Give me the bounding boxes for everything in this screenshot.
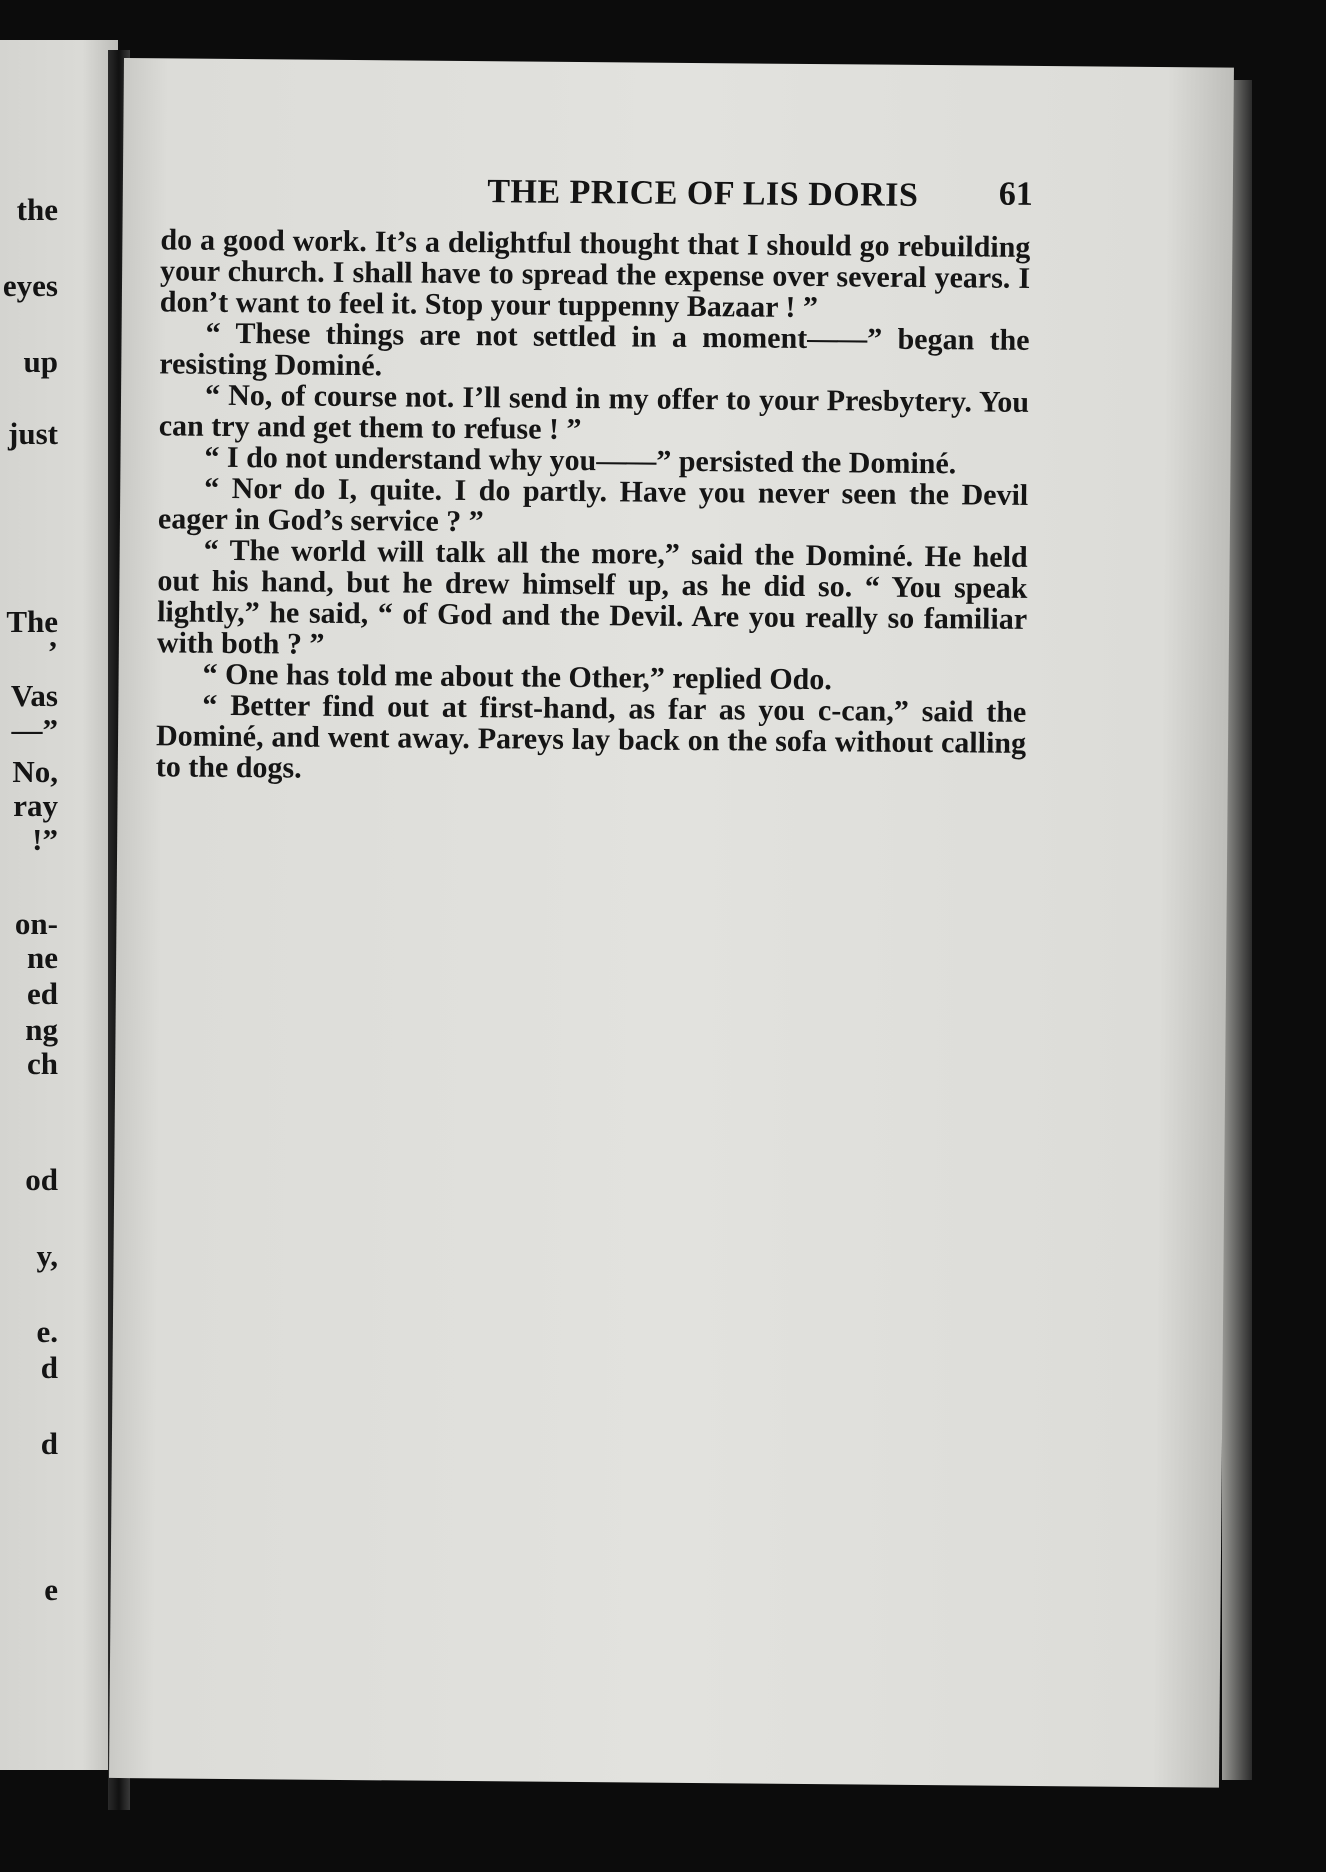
facing-line-fragment: d [40,1426,58,1461]
facing-line-fragment: d [40,1350,58,1385]
book-page [109,58,1234,1788]
paragraph: “ No, of course not. I’ll send in my offer to your Presbytery. You can try and get them to refuse ! ” [158,378,1030,447]
facing-line-fragment: e. [36,1314,58,1349]
facing-line-fragment: !” [32,822,58,857]
paragraph: do a good work. It’s a delightful thought that I should go rebuilding your church. I shall have to spread the expense over several years. I don’t want to feel it. Stop your tuppenny Bazaar ! ” [159,223,1031,325]
facing-line-fragment: y, [36,1238,58,1273]
facing-page-text [0,40,118,1770]
facing-line-fragment: up [23,344,58,379]
facing-line-fragment: The [6,604,58,639]
facing-line-fragment: —” [11,712,58,747]
paragraph: “ I do not understand why you——” persisted the Dominé. [204,440,957,481]
page-number: 61 [998,175,1034,213]
facing-line-fragment: eyes [2,268,58,303]
facing-line-fragment: ch [27,1046,58,1081]
paragraph: “ These things are not settled in a moment——” began the resisting Dominé. [159,316,1030,383]
facing-line-fragment: ng [25,1012,58,1047]
facing-line-fragment: ray [13,788,58,823]
facing-line-fragment: ed [27,976,58,1011]
running-head: THE PRICE OF LIS DORIS [487,173,919,214]
facing-line-fragment: e [44,1572,58,1607]
page-body [156,224,1031,790]
facing-line-fragment: the [16,192,58,227]
facing-line-fragment: ne [27,940,58,975]
facing-page-edge [0,40,118,1770]
paragraph: “ Nor do I, quite. I do partly. Have you never seen the Devil eager in God’s service ? ” [157,471,1029,539]
facing-line-fragment: ’ [47,634,58,669]
paragraph: “ One has told me about the Other,” replied Odo. [202,657,832,697]
paragraph: “ Better find out at first-hand, as far as you c-can,” said the Dominé, and went away. Pareys lay back on the sofa without calling to the dogs. [155,688,1027,785]
facing-line-fragment: just [8,416,58,451]
facing-line-fragment: No, [12,754,58,789]
facing-line-fragment: od [25,1162,58,1197]
paragraph: “ The world will talk all the more,” said the Dominé. He held out his hand, but he drew himself up, as he did so. “ You speak lightly,” he said, “ of God and the Devil. Are you really so familiar with both ? ” [156,533,1028,661]
facing-line-fragment: on- [14,906,58,941]
facing-line-fragment: Vas [10,678,58,713]
